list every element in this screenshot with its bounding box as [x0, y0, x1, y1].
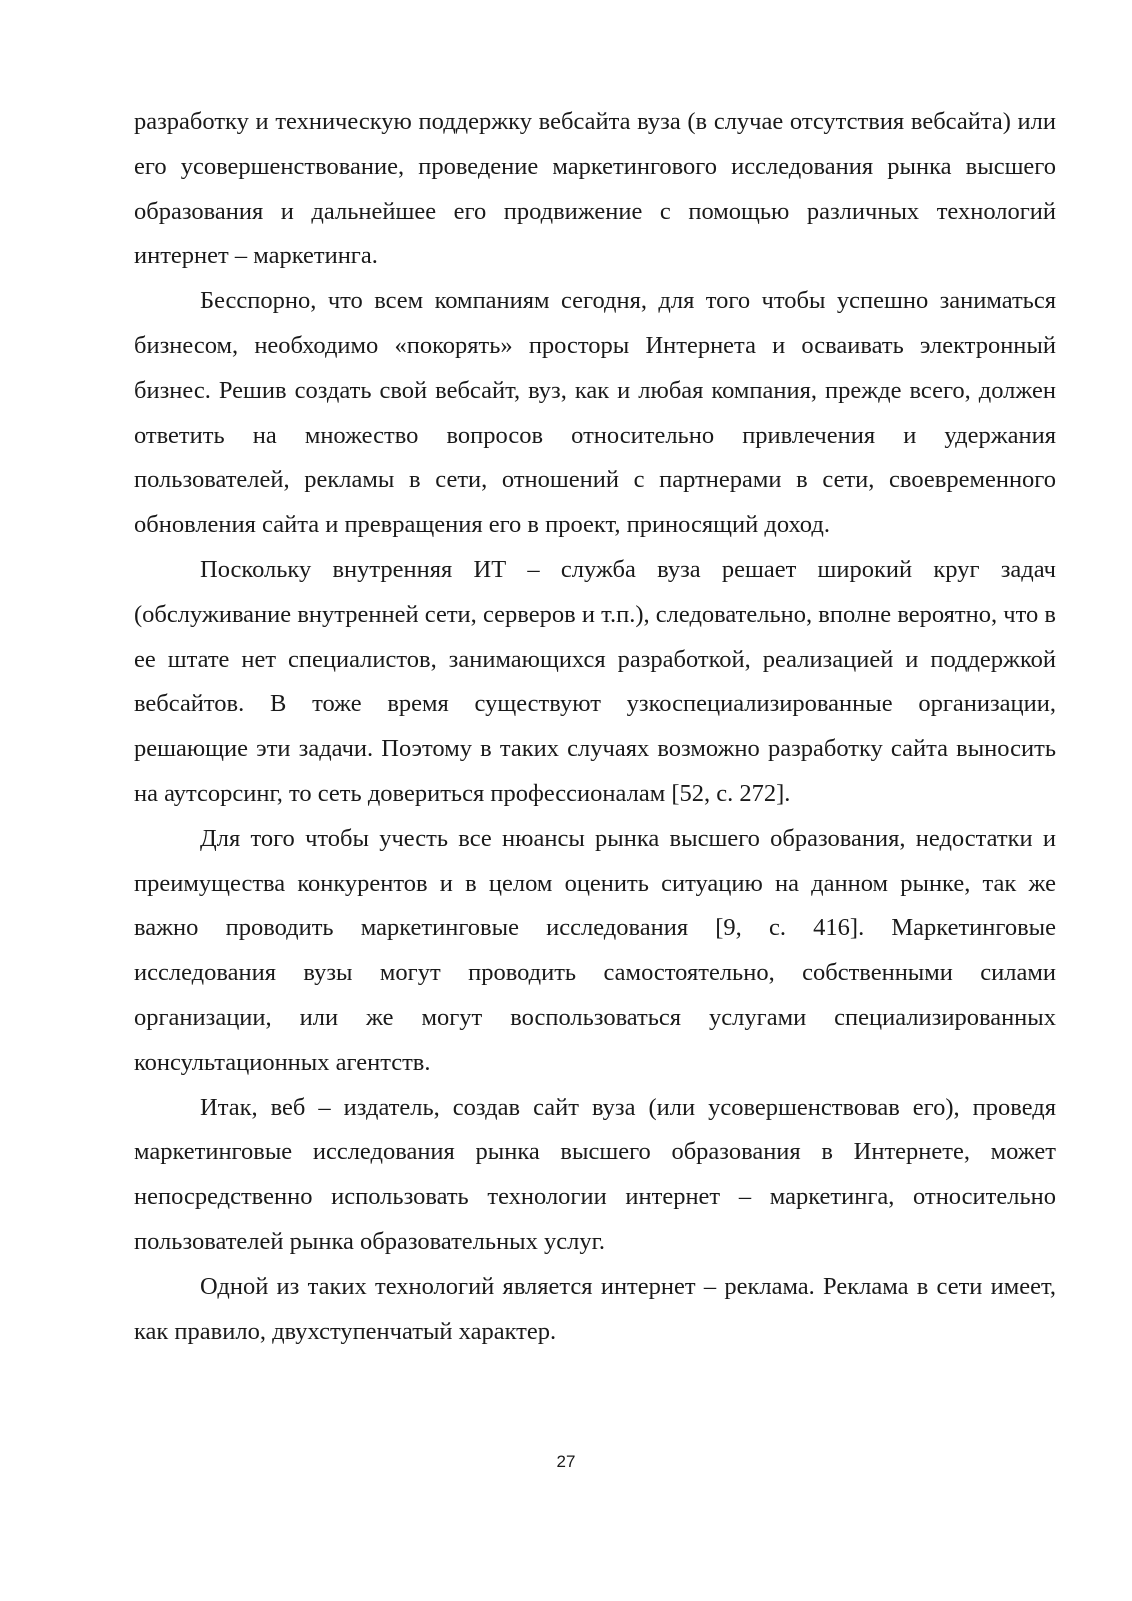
paragraph: Бесспорно, что всем компаниям сегодня, для того чтобы успешно заниматься бизнесом, необходимо «покорять» просторы Интернета и осваивать электронный бизнес. Решив создать свой вебсайт, вуз, как и любая компания, прежде всего, должен ответить на множество вопросов относительно привлечения и удержания пользователей, рекламы в сети, отношений с партнерами в сети, своевременного обновления сайта и превращения его в проект, приносящий доход. — [134, 287, 1056, 539]
paragraph: Поскольку внутренняя ИТ – служба вуза решает широкий круг задач (обслуживание внутренней сети, серверов и т.п.), следовательно, вполне вероятно, что в ее штате нет специалистов, занимающихся разработкой, реализацией и поддержкой вебсайтов. В тоже время существуют узкоспециализированные организации, решающие эти задачи. Поэтому в таких случаях возможно разработку сайта выносить на аутсорсинг, то сеть довериться профессионалам [52, с. 272]. — [134, 555, 1056, 807]
paragraph-continuation: разработку и техническую поддержку вебсайта вуза (в случае отсутствия вебсайта) или его усовершенствование, проведение маркетингового исследования рынка высшего образования и дальнейшее его продвижение с помощью различных технологий интернет – маркетинга. — [134, 108, 1056, 270]
body-text — [134, 100, 1056, 1354]
paragraph: Итак, веб – издатель, создав сайт вуза (или усовершенствовав его), проведя маркетинговые исследования рынка высшего образования в Интернете, может непосредственно использовать технологии интернет – маркетинга, относительно пользователей рынка образовательных услуг. — [134, 1093, 1056, 1255]
paragraph: Для того чтобы учесть все нюансы рынка высшего образования, недостатки и преимущества конкурентов и в целом оценить ситуацию на данном рынке, так же важно проводить маркетинговые исследования [9, с. 416]. Маркетинговые исследования вузы могут проводить самостоятельно, собственными силами организации, или же могут воспользоваться услугами специализированных консультационных агентств. — [134, 824, 1056, 1076]
paragraph: Одной из таких технологий является интернет – реклама. Реклама в сети имеет, как правило, двухступенчатый характер. — [134, 1272, 1056, 1345]
page-number: 27 — [556, 1452, 576, 1471]
